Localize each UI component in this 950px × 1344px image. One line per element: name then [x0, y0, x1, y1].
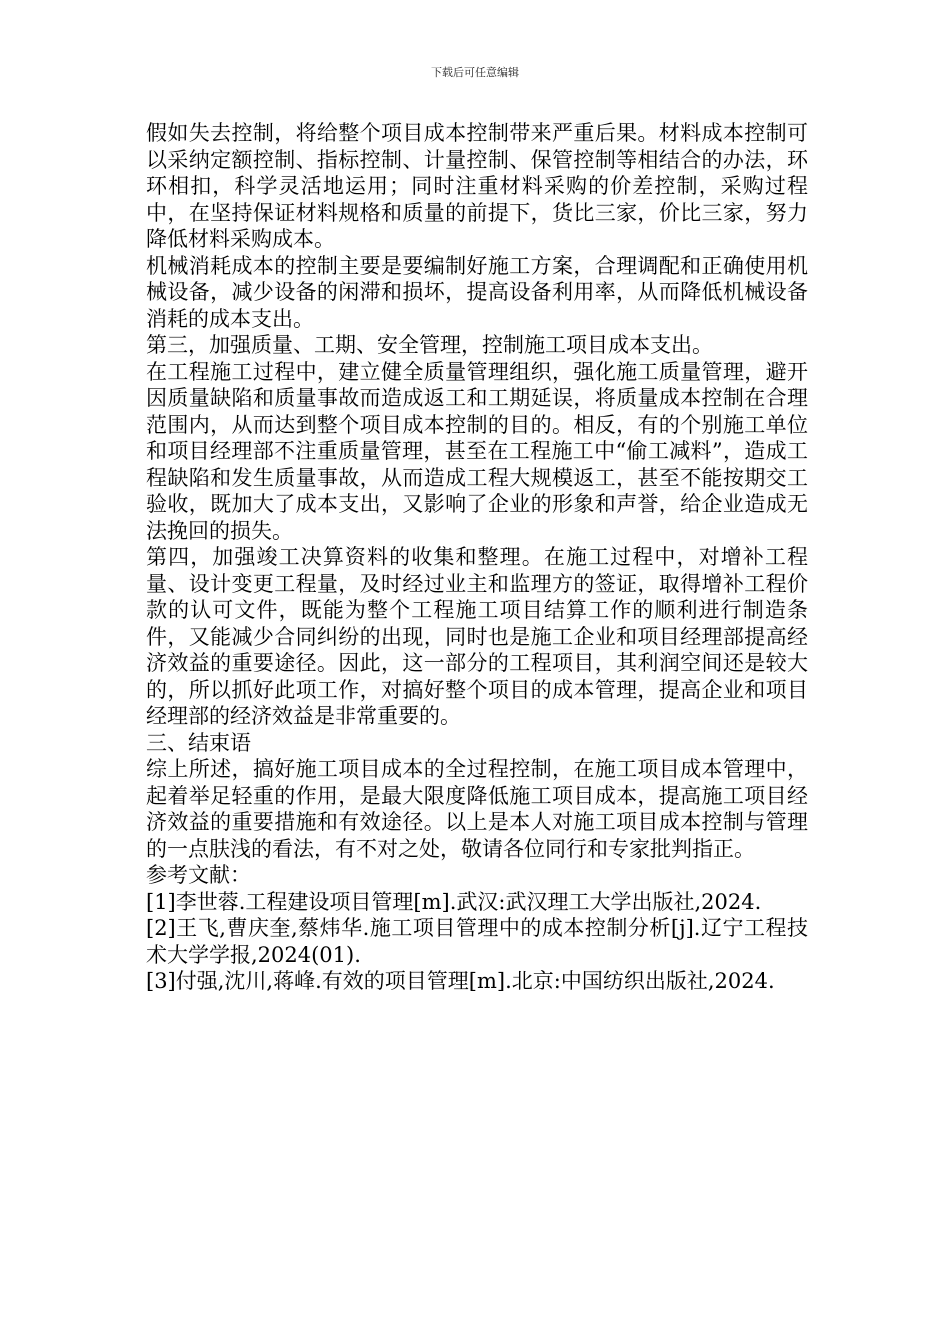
- reference-item-2: [2]王飞,曹庆奎,蔡炜华.施工项目管理中的成本控制分析[j].辽宁工程技术大学学报,2024(01).: [146, 916, 808, 967]
- document-body: [146, 120, 808, 995]
- paragraph-heading-third: 第三，加强质量、工期、安全管理，控制施工项目成本支出。: [146, 333, 713, 357]
- paragraph-heading-fourth: 第四，加强竣工决算资料的收集和整理。在施工过程中，对增补工程量、设计变更工程量，及时经过业主和监理方的签证，取得增补工程价款的认可文件，既能为整个工程施工项目结算工作的顺利进行制造条件，又能减少合同纠纷的出现，同时也是施工企业和项目经理部提高经济效益的重要途径。因此，这一部分的工程项目，其利润空间还是较大的，所以抓好此项工作，对搞好整个项目的成本管理，提高企业和项目经理部的经济效益是非常重要的。: [146, 545, 808, 728]
- reference-item-1: [1]李世蓉.工程建设项目管理[m].武汉:武汉理工大学出版社,2024.: [146, 889, 762, 914]
- references-heading: 参考文献：: [146, 863, 251, 887]
- section-heading-conclusion: 三、结束语: [146, 730, 251, 755]
- reference-item-3: [3]付强,沈川,蒋峰.有效的项目管理[m].北京:中国纺织出版社,2024.: [146, 969, 775, 993]
- paragraph-machinery-cost: 机械消耗成本的控制主要是要编制好施工方案，合理调配和正确使用机械设备，减少设备的闲滞和损坏，提高设备利用率，从而降低机械设备消耗的成本支出。: [146, 253, 808, 331]
- page-header: 下载后可任意编辑: [431, 66, 519, 79]
- paragraph-quality-management: 在工程施工过程中，建立健全质量管理组织，强化施工质量管理，避开因质量缺陷和质量事故而造成返工和工期延误，将质量成本控制在合理范围内，从而达到整个项目成本控制的目的。相反，有的个别施工单位和项目经理部不注重质量管理，甚至在工程施工中“偷工减料”，造成工程缺陷和发生质量事故，从而造成工程大规模返工，甚至不能按期交工验收，既加大了成本支出，又影响了企业的形象和声誉，给企业造成无法挽回的损失。: [146, 359, 808, 543]
- paragraph-conclusion: 综上所述，搞好施工项目成本的全过程控制，在施工项目成本管理中，起着举足轻重的作用，是最大限度降低施工项目成本，提高施工项目经济效益的重要措施和有效途径。以上是本人对施工项目成本控制与管理的一点肤浅的看法，有不对之处，敬请各位同行和专家批判指正。: [146, 757, 808, 861]
- paragraph-material-cost: 假如失去控制，将给整个项目成本控制带来严重后果。材料成本控制可以采纳定额控制、指标控制、计量控制、保管控制等相结合的办法，环环相扣，科学灵活地运用；同时注重材料采购的价差控制，采购过程中，在坚持保证材料规格和质量的前提下，货比三家，价比三家，努力降低材料采购成本。: [146, 121, 808, 251]
